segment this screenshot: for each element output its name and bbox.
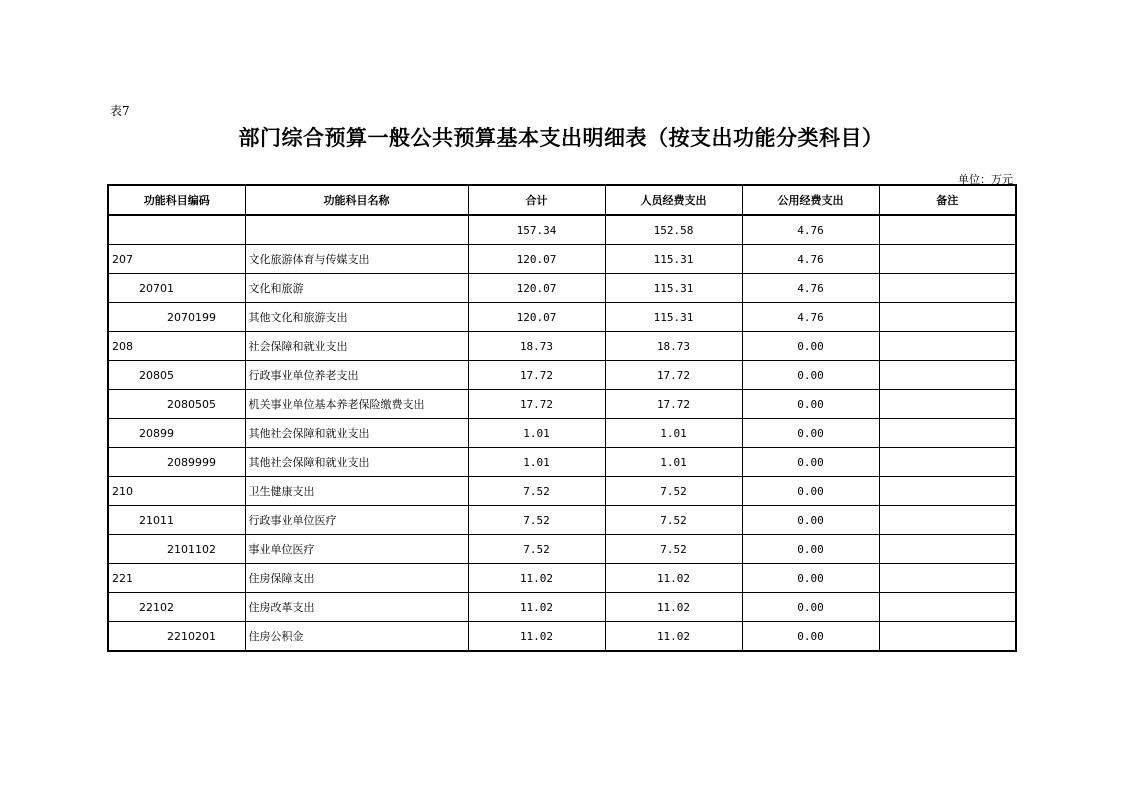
row-personnel: 17.72	[605, 361, 742, 390]
row-name: 行政事业单位医疗	[245, 506, 468, 535]
table-row	[108, 361, 1016, 390]
row-note	[879, 622, 1016, 652]
row-name: 其他文化和旅游支出	[245, 303, 468, 332]
row-public: 0.00	[742, 390, 879, 419]
row-public: 0.00	[742, 332, 879, 361]
row-code: 2089999	[108, 448, 245, 477]
row-name: 社会保障和就业支出	[245, 332, 468, 361]
row-code: 208	[108, 332, 245, 361]
row-public: 0.00	[742, 535, 879, 564]
row-total: 120.07	[468, 303, 605, 332]
row-personnel: 7.52	[605, 506, 742, 535]
row-public: 0.00	[742, 593, 879, 622]
table-row	[108, 448, 1016, 477]
row-name: 文化旅游体育与传媒支出	[245, 245, 468, 274]
row-public: 4.76	[742, 303, 879, 332]
row-public: 0.00	[742, 477, 879, 506]
row-name: 行政事业单位养老支出	[245, 361, 468, 390]
row-code: 21011	[108, 506, 245, 535]
row-note	[879, 593, 1016, 622]
header-personnel: 人员经费支出	[605, 185, 742, 215]
row-name: 住房公积金	[245, 622, 468, 652]
expenditure-table	[107, 184, 1017, 652]
table-row	[108, 332, 1016, 361]
row-name: 文化和旅游	[245, 274, 468, 303]
row-public: 0.00	[742, 361, 879, 390]
row-note	[879, 215, 1016, 245]
row-personnel: 11.02	[605, 622, 742, 652]
row-note	[879, 535, 1016, 564]
table-number: 表7	[110, 104, 130, 118]
header-row	[108, 185, 1016, 215]
table-row	[108, 506, 1016, 535]
row-personnel: 115.31	[605, 245, 742, 274]
row-personnel: 11.02	[605, 593, 742, 622]
document-title: 部门综合预算一般公共预算基本支出明细表（按支出功能分类科目）	[238, 126, 884, 150]
row-total: 11.02	[468, 564, 605, 593]
row-code: 2210201	[108, 622, 245, 652]
row-name: 住房改革支出	[245, 593, 468, 622]
row-code: 20899	[108, 419, 245, 448]
row-total: 1.01	[468, 419, 605, 448]
row-public: 0.00	[742, 419, 879, 448]
header-code: 功能科目编码	[108, 185, 245, 215]
row-total: 18.73	[468, 332, 605, 361]
row-note	[879, 390, 1016, 419]
row-public: 4.76	[742, 274, 879, 303]
header-note: 备注	[879, 185, 1016, 215]
row-note	[879, 419, 1016, 448]
row-name: 其他社会保障和就业支出	[245, 448, 468, 477]
row-total: 157.34	[468, 215, 605, 245]
unit-label: 单位：万元	[958, 173, 1013, 186]
row-total: 17.72	[468, 361, 605, 390]
row-public: 4.76	[742, 245, 879, 274]
row-code: 2070199	[108, 303, 245, 332]
row-name: 事业单位医疗	[245, 535, 468, 564]
row-personnel: 17.72	[605, 390, 742, 419]
row-total: 11.02	[468, 622, 605, 652]
row-note	[879, 564, 1016, 593]
row-personnel: 115.31	[605, 303, 742, 332]
row-code: 20805	[108, 361, 245, 390]
table-row	[108, 274, 1016, 303]
row-total: 1.01	[468, 448, 605, 477]
row-note	[879, 361, 1016, 390]
row-code: 2080505	[108, 390, 245, 419]
row-public: 0.00	[742, 506, 879, 535]
table-row	[108, 245, 1016, 274]
row-code: 20701	[108, 274, 245, 303]
row-total: 17.72	[468, 390, 605, 419]
row-personnel: 11.02	[605, 564, 742, 593]
table-row	[108, 303, 1016, 332]
row-code: 22102	[108, 593, 245, 622]
row-code: 210	[108, 477, 245, 506]
row-code: 2101102	[108, 535, 245, 564]
row-personnel: 152.58	[605, 215, 742, 245]
row-name: 卫生健康支出	[245, 477, 468, 506]
row-note	[879, 274, 1016, 303]
row-personnel: 1.01	[605, 419, 742, 448]
row-code	[108, 215, 245, 245]
header-total: 合计	[468, 185, 605, 215]
table-row	[108, 564, 1016, 593]
row-personnel: 1.01	[605, 448, 742, 477]
row-note	[879, 477, 1016, 506]
row-name: 住房保障支出	[245, 564, 468, 593]
row-total: 7.52	[468, 506, 605, 535]
header-public: 公用经费支出	[742, 185, 879, 215]
row-personnel: 7.52	[605, 535, 742, 564]
row-note	[879, 332, 1016, 361]
row-note	[879, 303, 1016, 332]
row-note	[879, 506, 1016, 535]
table-row	[108, 535, 1016, 564]
row-total: 120.07	[468, 245, 605, 274]
row-public: 4.76	[742, 215, 879, 245]
row-total: 7.52	[468, 535, 605, 564]
table-row	[108, 419, 1016, 448]
table-row	[108, 477, 1016, 506]
row-code: 221	[108, 564, 245, 593]
row-personnel: 7.52	[605, 477, 742, 506]
row-public: 0.00	[742, 564, 879, 593]
row-personnel: 115.31	[605, 274, 742, 303]
header-name: 功能科目名称	[245, 185, 468, 215]
row-total: 120.07	[468, 274, 605, 303]
row-public: 0.00	[742, 448, 879, 477]
row-personnel: 18.73	[605, 332, 742, 361]
row-name: 其他社会保障和就业支出	[245, 419, 468, 448]
row-code: 207	[108, 245, 245, 274]
row-public: 0.00	[742, 622, 879, 652]
table-row	[108, 215, 1016, 245]
table-row	[108, 390, 1016, 419]
row-name: 机关事业单位基本养老保险缴费支出	[245, 390, 468, 419]
row-note	[879, 448, 1016, 477]
table-row	[108, 622, 1016, 652]
row-total: 11.02	[468, 593, 605, 622]
row-total: 7.52	[468, 477, 605, 506]
row-note	[879, 245, 1016, 274]
row-name	[245, 215, 468, 245]
table-row	[108, 593, 1016, 622]
